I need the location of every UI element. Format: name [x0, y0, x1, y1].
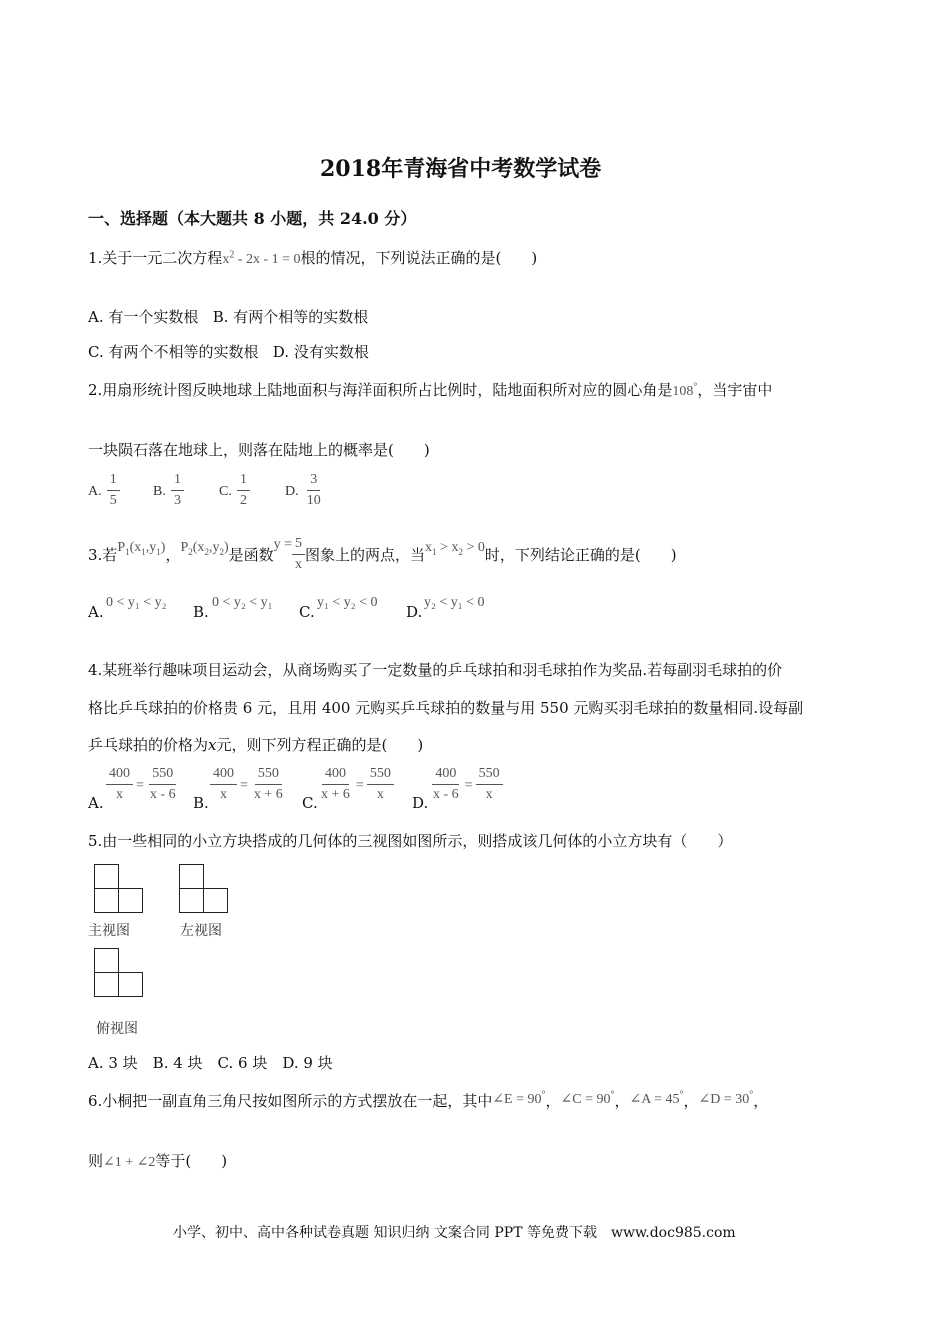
question-3: 3.若 $P_1(x_1,y_1)$ ， $P_2(x_2,y_2)$ 是函数 y = $\frac{5}{x}$ 图象上的两点，当 $x_1 > x_2 > 0$ 时，下列结论正确的是( ): [88, 536, 677, 572]
page-title: 2018年青海省中考数学试卷: [320, 156, 602, 182]
q1-options-row2: [88, 341, 369, 362]
front-view-cube: [118, 888, 143, 913]
front-view-label: 主视图: [88, 923, 130, 939]
q1-option-c: C. 有两个不相等的实数根: [88, 343, 259, 361]
page-footer: 小学、初中、高中各种试卷真题 知识归纳 文案合同 PPT 等免费下载 www.doc985.com: [173, 1225, 736, 1241]
q1-suffix: 根的情况，下列说法正确的是( ): [300, 249, 538, 267]
top-view-label: 俯视图: [96, 1021, 138, 1037]
q3-option-c: y₁ < y₂ < 0: [317, 595, 378, 610]
q3-option-b-label: B.: [193, 603, 209, 621]
three-view-figure: [88, 858, 238, 1038]
q5-options: A. 3 块 B. 4 块 C. 6 块 D. 9 块: [88, 1054, 333, 1072]
q4-option-a-label: A.: [88, 794, 104, 812]
question-1: [88, 247, 537, 268]
question-4-line3: 乒乓球拍的价格为x元，则下列方程正确的是( ): [88, 736, 424, 754]
q3-point-1: $P_1(x_1,y_1)$: [117, 540, 166, 557]
left-view-cube: [203, 888, 228, 913]
q6-angle-e: ∠E = 90°: [492, 1089, 546, 1107]
q2-angle: 108°: [672, 381, 698, 399]
q3-option-a: 0 < y₁ < y₂: [106, 595, 167, 610]
q1-option-b: B. 有两个相等的实数根: [212, 308, 369, 326]
q4-option-b: $\frac{400}{x}$ = $\frac{550}{x + 6}$: [210, 766, 286, 803]
q4-option-d: $\frac{400}{x - 6}$ = $\frac{550}{x}$: [430, 766, 503, 803]
top-view-cube: [118, 972, 143, 997]
q6-expression: ∠1 + ∠2: [103, 1155, 156, 1170]
section-heading: 一、选择题（本大题共 8 小题，共 24.0 分）: [88, 209, 417, 228]
q2-text-b: ，当宇宙中: [697, 381, 773, 399]
q3-option-b: 0 < y₂ < y₁: [212, 595, 273, 610]
top-view-cube: [94, 948, 119, 973]
q2-text-a: 2.用扇形统计图反映地球上陆地面积与海洋面积所占比例时，陆地面积所对应的圆心角是: [88, 381, 673, 399]
q2-option-a: A. $\frac{1}{5}$: [88, 472, 120, 509]
q4-variable: x: [208, 736, 217, 754]
left-view-label: 左视图: [180, 923, 222, 939]
q1-prefix: 1.关于一元二次方程: [88, 249, 223, 267]
question-4-line2: 格比乒乓球拍的价格贵 6 元，且用 400 元购买乒乓球拍的数量与用 550 元购买羽毛球拍的数量相同.设每副: [88, 699, 804, 717]
q3-option-c-label: C.: [299, 603, 315, 621]
q3-prefix: 3.若: [88, 546, 118, 564]
question-5: 5.由一些相同的小立方块搭成的几何体的三视图如图所示，则搭成该几何体的小立方块有（ ）: [88, 832, 733, 850]
q6-angle-c: ∠C = 90°: [560, 1089, 615, 1107]
q3-option-d: y₂ < y₁ < 0: [424, 595, 485, 610]
q2-option-c: C. $\frac{1}{2}$: [219, 472, 250, 509]
q4-option-b-label: B.: [193, 794, 209, 812]
q1-equation: $x^2 - 2x - 1 = 0$: [222, 249, 301, 267]
q1-option-a: A. 有一个实数根: [88, 308, 199, 326]
q1-options-row1: [88, 306, 368, 327]
q3-option-a-label: A.: [88, 603, 104, 621]
q1-option-d: D. 没有实数根: [272, 343, 369, 361]
q4-option-c: $\frac{400}{x + 6}$ = $\frac{550}{x}$: [318, 766, 394, 803]
question-6-line1: 6.小桐把一副直角三角尺按如图所示的方式摆放在一起，其中∠E = 90°，∠C = 90°，∠A = 45°，∠D = 30°，: [88, 1089, 769, 1110]
question-4-line1: 4.某班举行趣味项目运动会，从商场购买了一定数量的乒乓球拍和羽毛球拍作为奖品.若每副羽毛球拍的价: [88, 661, 783, 679]
q3-condition: $x_1 > x_2 > 0$: [425, 540, 485, 557]
left-view-cube: [179, 864, 204, 889]
question-2-line1: [88, 379, 772, 400]
left-view-cube: [179, 888, 204, 913]
top-view-cube: [94, 972, 119, 997]
q4-option-c-label: C.: [302, 794, 318, 812]
q4-option-d-label: D.: [412, 794, 429, 812]
q2-option-b: B. $\frac{1}{3}$: [153, 472, 184, 509]
question-2-line2: 一块陨石落在地球上，则落在陆地上的概率是( ): [88, 441, 430, 459]
question-6-line2: 则∠1 + ∠2等于( ): [88, 1152, 228, 1170]
q4-option-a: $\frac{400}{x}$ = $\frac{550}{x - 6}$: [106, 766, 179, 803]
q6-angle-d: ∠D = 30°: [698, 1089, 754, 1107]
q2-option-d: D. $\frac{3}{10}$: [285, 472, 321, 508]
front-view-cube: [94, 888, 119, 913]
q3-function: y = $\frac{5}{x}$: [274, 536, 305, 573]
front-view-cube: [94, 864, 119, 889]
q3-point-2: $P_2(x_2,y_2)$: [180, 540, 229, 557]
q6-angle-a: ∠A = 45°: [629, 1089, 684, 1107]
q3-option-d-label: D.: [406, 603, 423, 621]
